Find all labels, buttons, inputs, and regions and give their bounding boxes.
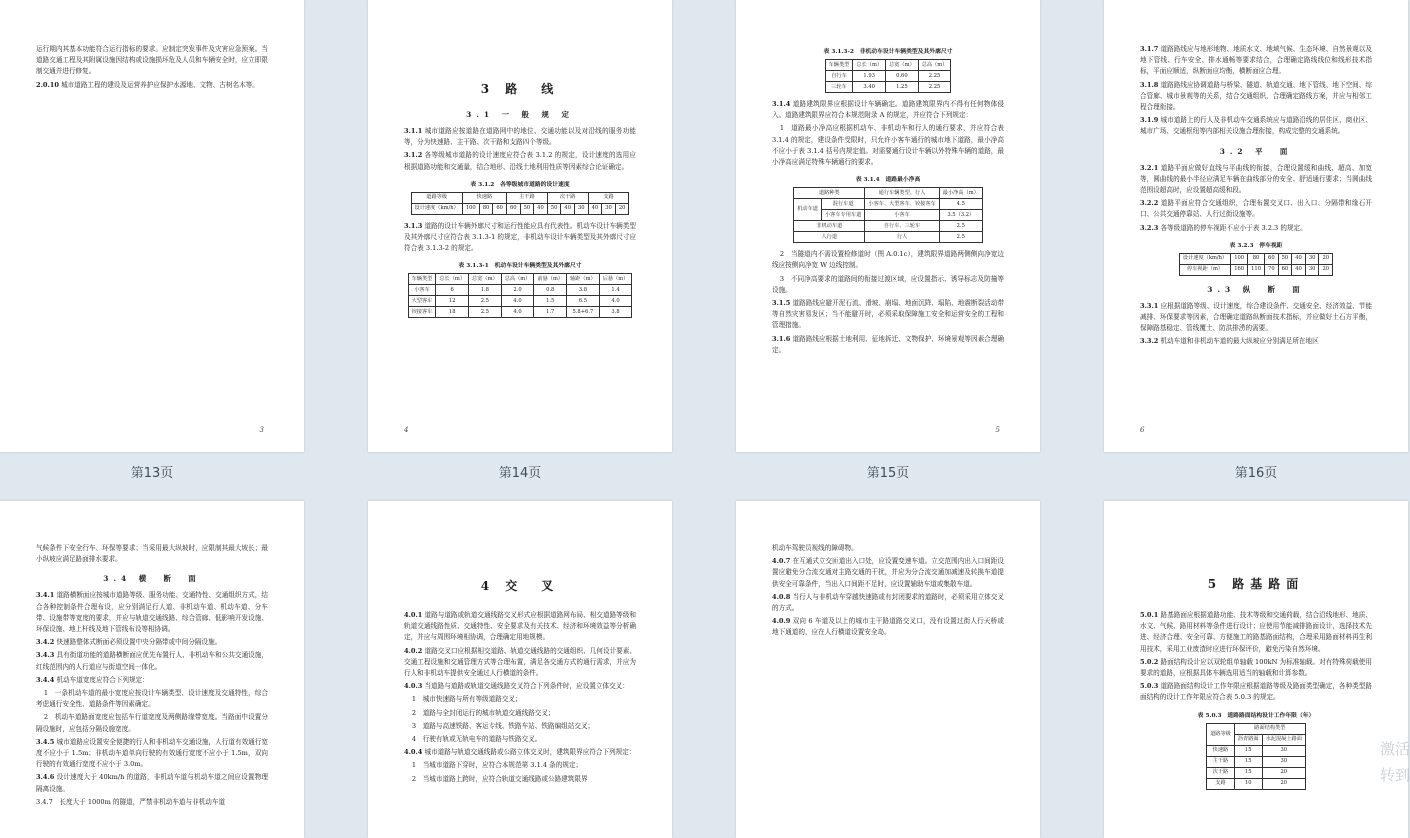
table-cell: 15 — [1234, 756, 1262, 767]
table-cell: 混行车道 — [821, 199, 864, 210]
table-header: 总高（m） — [918, 60, 951, 71]
table-cell: 三轮车 — [825, 82, 853, 93]
table-cell: 30 — [1305, 253, 1319, 264]
table-cell: 1.4 — [599, 285, 632, 296]
table-cell: 1.8 — [469, 285, 502, 296]
paragraph: 各等级道路的停车视距不应小于表 3.2.3 的规定。 — [1160, 223, 1307, 232]
document-page-13[interactable] — [0, 0, 304, 452]
paragraph: 城市道路上的行人及非机动车交通系统应与道路沿线的居住区、商业区、城市广场、交通枢纽等内部相关设施合理衔接，构成完整的交通系统。 — [1140, 116, 1372, 136]
table-cell: 行人 — [865, 232, 939, 243]
page-caption-13[interactable]: 第13页 — [130, 466, 174, 481]
table-cell: 50 — [1278, 253, 1292, 264]
table-cell: 停车视距（m） — [1179, 264, 1230, 275]
list-item: 3 不同净高要求的道路间的衔接过渡区域，应设置指示、诱导标志及防撞等设施。 — [772, 274, 1004, 294]
paragraph: 道路路线应与地形地物、地质水文、地域气候、生态环境、自然景观以及地下管线、行车安全、排水通畅等要求结合，合理确定路线线位和线形技术指标，平面应顺适，纵断面应均衡，横断面应合理。 — [1140, 45, 1372, 76]
list-item: 3 道路与高速铁路、客运专线、铁路车站、铁路编组站交叉； — [411, 721, 595, 730]
table-cell: 支路 — [1207, 778, 1235, 789]
table-cell: 20 — [1319, 253, 1333, 264]
clause-number: 4.0.9 — [772, 617, 791, 626]
speed-table — [411, 192, 630, 215]
clause-number: 5.0.1 — [1140, 611, 1159, 619]
table-cell: 40 — [534, 203, 548, 214]
page-number: 3 — [259, 426, 264, 434]
clause-number: 3.4.6 — [36, 773, 55, 782]
table-header: 次干路 — [547, 192, 588, 203]
paragraph: 设计速度大于 40km/h 的道路，非机动车道与机动车道之间应设置物理隔离设施。 — [36, 773, 268, 793]
table-cell: 60 — [506, 203, 520, 214]
table-cell: 70 — [1265, 264, 1279, 275]
table-cell: 大型客车 — [408, 296, 436, 307]
paragraph: 双向 6 车道及以上的城市主干路道路交叉口，没有设置过街人行天桥或地下通道的，应在人行横道设置安全岛。 — [772, 617, 1004, 637]
table-cell: 机动车道 — [794, 199, 822, 221]
table-header: 水泥混凝土路面 — [1262, 734, 1305, 745]
table-cell: 110 — [1248, 264, 1265, 275]
table-cell: 铰接客车 — [408, 307, 436, 318]
paragraph: 路面结构设计应以双轮组单轴载 100kN 为标准轴载。对有特殊荷载使用要求的道路，应根据具体车辆选用适当的轴载和计算参数。 — [1140, 657, 1372, 678]
table-cell: 4.0 — [501, 307, 534, 318]
watermark-line: 转到 — [1380, 766, 1410, 784]
paragraph: 路基路面应根据道路功能、技术等级和交通荷载，结合沿线地形、地质、水文、气候、路用材料等条件进行设计；应使用节能减排路面设计，选择技术先进、经济合理、安全可靠、方便施工的路基路面结构，合理采用路面材料再生利用技术，采用工业废渣时应进行环保评价，避免污染自然环境。 — [1140, 611, 1372, 653]
table-cell: 80 — [479, 203, 493, 214]
section-title: 3.2 平 面 — [1219, 146, 1293, 156]
table-cell: 60 — [1265, 253, 1279, 264]
table-header: 轴距（m） — [567, 274, 600, 285]
table-cell: 18 — [436, 307, 469, 318]
list-item: 1 当城市道路下穿时，应符合本规范第 3.1.4 条的规定； — [411, 761, 583, 770]
table-cell: 100 — [1231, 253, 1248, 264]
clause-number: 3.1.5 — [772, 299, 791, 308]
table-cell: 12 — [436, 296, 469, 307]
paragraph: 机动车驾驶员视线的障碍物。 — [772, 544, 858, 552]
table-cell: 0.8 — [534, 285, 567, 296]
paragraph: 道路路线应根据土地利用、征地拆迁、文物保护、环境景观等因素合理确定。 — [772, 334, 1004, 354]
paragraph: 道路交叉口应根据相交道路、轨道交通线路的交通组织、几何设计要素、交通工程设施和交通管理方式等合理布置，满足各交通方式的通行需求，并应为行人和非机动车提供安全通过人行横道的条件。 — [404, 646, 636, 678]
paragraph: 当道路与道路或轨道交通线路交叉符合下列条件时，应设置立体交叉： — [424, 682, 629, 691]
table-header: 路面结构类型 — [1234, 723, 1305, 734]
list-item: 2 当隧道内不需设置检修道时（图 A.0.1c），建筑限界道路两侧侧向净宽边线应按侧向净宽 W 边线控制。 — [772, 250, 1004, 270]
document-page-16[interactable] — [1104, 0, 1408, 452]
table-cell: 30 — [602, 203, 616, 214]
page-number: 5 — [995, 426, 1000, 434]
list-item: 2 机动车道路面宽度应包括车行道宽度及两侧路缘带宽度。当路面中设置分隔设施时，应包括分隔设施宽度。 — [36, 713, 268, 733]
table-header: 总高（m） — [501, 274, 534, 285]
table-cell: 30 — [575, 203, 589, 214]
document-page-14[interactable] — [368, 0, 672, 452]
document-page-18[interactable] — [368, 501, 672, 838]
table-cell: 2.5 — [469, 296, 502, 307]
table-cell: 6 — [436, 285, 469, 296]
table-title: 表 3.1.4 道路最小净高 — [855, 177, 921, 184]
paragraph: 道路的设计车辆外廓尺寸和运行性能应具有代表性。机动车设计车辆类型及其外廓尺寸应符合表 3.1.3-1 的规定，非机动车设计车辆类型及其外廓尺寸应符合表 3.1.3-2 的规定。 — [404, 221, 636, 253]
clause-number: 2.0.10 — [36, 80, 59, 89]
table-cell: 1.5 — [534, 296, 567, 307]
table-title: 表 3.2.3 停车视距 — [1229, 242, 1283, 249]
paragraph: 城市道路与轨道交通线路或公路立体交叉时，建筑限界应符合下列规定： — [424, 748, 636, 757]
table-cell: 15 — [1234, 745, 1262, 756]
table-cell: 5.8+6.7 — [567, 307, 600, 318]
table-cell: 160 — [1231, 264, 1248, 275]
paragraph: 道路路面结构设计工作年限应根据道路等级及路面类型确定，各种类型路面结构的设计工作年限应符合表 5.0.3 的规定。 — [1140, 682, 1372, 702]
clause-number: 4.0.4 — [404, 748, 423, 757]
clause-number: 3.1.9 — [1140, 116, 1159, 125]
table-cell: 2.0 — [501, 285, 534, 296]
table-cell: 60 — [1278, 264, 1292, 275]
clause-number: 3.2.2 — [1140, 199, 1159, 208]
table-header: 支路 — [588, 192, 629, 203]
clause-number: 3.1.8 — [1140, 80, 1159, 89]
table-header: 总长（m） — [436, 274, 469, 285]
clause-number: 3.4.1 — [36, 591, 55, 600]
clause-number: 3.4.3 — [36, 651, 55, 660]
document-page-15[interactable] — [736, 0, 1040, 452]
table-cell: 6.5 — [567, 296, 600, 307]
table-header: 道路等级 — [411, 192, 462, 203]
pavement-life-table — [1206, 723, 1306, 790]
paragraph: 道路与道路或轨道交通线路交叉形式应根据道路网布局、相交道路等级和轨道交通线路性质、交通特性、安全要求及有关技术、经济和环境效益等分析确定，并应与周围环境相协调，合理确定用地规模。 — [404, 611, 636, 642]
table-header: 车辆类型 — [408, 274, 436, 285]
chapter-title: 5 路基路面 — [1207, 577, 1305, 591]
page-caption-15[interactable]: 第15页 — [866, 466, 910, 481]
clause-number: 4.0.1 — [404, 611, 423, 619]
table-cell: 80 — [1248, 253, 1265, 264]
clause-number: 3.2.1 — [1140, 163, 1159, 172]
table-cell: 40 — [588, 203, 602, 214]
page-number: 6 — [1140, 426, 1145, 434]
table-cell: 设计速度（km/h） — [411, 203, 462, 214]
table-cell: 2.5 — [939, 232, 982, 243]
table-cell: 30 — [1262, 756, 1305, 767]
clause-number: 3.3.1 — [1140, 301, 1159, 310]
table-cell: 50 — [547, 203, 561, 214]
paragraph: 道路路线应协调道路与桥梁、隧道、轨道交通、地下管线、地下空间、综合管廊、城市景观等的关系，结合交通组织，合理确定路线方案，并应与相邻工程合理衔接。 — [1140, 80, 1372, 112]
table-cell: 设计速度（km/h） — [1179, 253, 1230, 264]
table-cell: 20 — [1262, 778, 1305, 789]
table-cell: 3.40 — [853, 82, 886, 93]
paragraph: 具有街道功能的道路横断面应优先布置行人、非机动车和公共交通设施，红线范围内的人行道应与街道空间一体化。 — [36, 651, 268, 671]
paragraph: 运行期内其基本功能符合运行指标的要求。应制定突发事件及灾害应急预案。当道路交通工程及其附属设施因结构或设施损坏危及人员和车辆安全时，应立即限制交通并进行修复。 — [36, 45, 268, 76]
paragraph: 道路路线应避开泥石流、滑坡、崩塌、地面沉降、塌陷、地震断裂活动带等自然灾害易发区；当不能避开时，必须采取保障施工安全和运营安全的工程和管理措施。 — [772, 299, 1004, 330]
list-item: 1 城市快速路与所有等级道路交叉； — [411, 695, 522, 704]
document-page-19[interactable] — [736, 501, 1040, 838]
table-cell: 30 — [1262, 745, 1305, 756]
table-cell: 2.25 — [918, 71, 951, 82]
paragraph: 机动车道和非机动车道的最大纵坡应分别满足所在地区 — [1160, 337, 1319, 346]
section-title: 3.4 横 断 面 — [103, 574, 201, 584]
paragraph: 当行人与非机动车穿越快速路或有封闭要求的道路时，必须采用立体交叉的方式。 — [772, 592, 1004, 613]
clause-number: 3.4.2 — [36, 638, 55, 647]
paragraph: 道路平面应做好直线与平曲线的衔接，合理设置缓和曲线、超高、加宽等，圆曲线的最小半径应满足车辆在曲线部分的安全、舒适通行要求；当圆曲线范围设超高时，应设置超高缓和段。 — [1140, 163, 1372, 195]
paragraph: 机动车道宽度应符合下列规定： — [56, 675, 149, 684]
clause-number: 3.4.5 — [36, 737, 55, 746]
table-cell: 次干路 — [1207, 767, 1235, 778]
table-title: 表 3.1.2 各等级城市道路的设计速度 — [470, 181, 570, 188]
page-number: 4 — [404, 426, 409, 434]
table-cell: 3.8 — [599, 307, 632, 318]
clause-number: 3.1.7 — [1140, 45, 1159, 53]
section-title: 3.1 一 般 规 定 — [466, 110, 574, 119]
table-header: 道路种类 — [794, 188, 865, 199]
clause-number: 3.2.3 — [1140, 223, 1159, 232]
table-header: 快速路 — [462, 192, 506, 203]
table-header: 最小净高（m） — [939, 188, 982, 199]
table-cell: 15 — [1234, 767, 1262, 778]
paragraph: 各等级城市道路的设计速度应符合表 3.1.2 的规定，设计速度的选用应根据道路功能和交通量，结合地形、沿线土地利用性质等因素综合论证确定。 — [404, 151, 636, 171]
nonmotor-table — [825, 59, 952, 93]
table-cell: 3.5（3.2） — [939, 210, 982, 221]
table-cell: 100 — [462, 203, 479, 214]
table-header: 总宽（m） — [469, 274, 502, 285]
table-title: 表 3.1.3-2 非机动车设计车辆类型及其外廓尺寸 — [823, 49, 953, 55]
table-cell: 4.0 — [501, 296, 534, 307]
table-cell: 主干路 — [1207, 756, 1235, 767]
list-item: 1 一条机动车道的最小宽度应按设计车辆类型、设计速度及交通特性，综合考虑通行安全性、道路条件等因素确定。 — [36, 689, 268, 709]
table-cell: 50 — [520, 203, 534, 214]
chapter-title: 3 路 线 — [480, 82, 560, 96]
paragraph: 城市道路应设置安全便捷的行人和非机动车交通设施，人行道有效通行宽度不应小于 1.5m；非机动车道单向行驶的有效通行宽度不应小于 1.5m，双向行驶的有效通行宽度不应小于 3.0m。 — [36, 737, 268, 769]
list-item: 2 道路与全封闭运行的城市轨道交通线路交叉； — [411, 708, 555, 717]
clause-number: 5.0.3 — [1140, 682, 1159, 691]
table-cell: 小客车专用车道 — [821, 210, 864, 221]
table-cell: 快速路 — [1207, 745, 1235, 756]
table-cell: 1.25 — [886, 82, 919, 93]
clause-number: 3.1.2 — [404, 151, 423, 160]
table-cell: 4.5 — [939, 199, 982, 210]
table-header: 总长（m） — [853, 60, 886, 71]
table-cell: 40 — [1292, 253, 1306, 264]
clause-number: 3.1.3 — [404, 221, 423, 230]
list-item: 2 当城市道路上跨时，应符合轨道交通线路或公路建筑限界 — [411, 774, 588, 783]
clause-number: 3.1.1 — [404, 127, 423, 135]
clause-number: 5.0.2 — [1140, 657, 1159, 666]
table-cell: 20 — [615, 203, 629, 214]
table-cell: 小客车、大型客车、铰接客车 — [865, 199, 939, 210]
document-page-20[interactable] — [1104, 501, 1408, 838]
clause-number: 3.1.6 — [772, 334, 791, 343]
table-cell: 60 — [493, 203, 507, 214]
page-caption-16[interactable]: 第16页 — [1234, 466, 1278, 481]
table-cell: 10 — [1234, 778, 1262, 789]
clause-number: 3.4.4 — [36, 675, 55, 684]
vehicle-table — [408, 273, 633, 318]
watermark-line: 激活 — [1380, 740, 1410, 758]
clause-number: 3.1.4 — [772, 100, 791, 108]
clearance-table — [793, 187, 983, 243]
table-cell: 4.0 — [599, 296, 632, 307]
table-cell: 3.8 — [567, 285, 600, 296]
list-item: 1 道路最小净高应根据机动车、非机动车和行人的通行要求，并应符合表 3.1.4 的规定，建设条件受限时，只允许小客车通行的城市地下道路，最小净高不应小于表 3.1.4 括号内规定值。对需要通行设计车辆以外特殊车辆的道路，最小净高应满足特殊车辆通行的要求。 — [772, 124, 1004, 167]
table-header: 沥青路面 — [1234, 734, 1262, 745]
table-header: 主干路 — [506, 192, 547, 203]
paragraph: 气候条件下安全行车、环保等要求；当采用最大纵坡时，应限制其最大坡长；最小纵坡应满足路面排水要求。 — [36, 544, 268, 564]
table-cell: 小客车 — [865, 210, 939, 221]
list-item: 4 行驶有轨或无轨电车的道路与铁路交叉。 — [411, 735, 542, 744]
paragraph: 在互通式立交匝道出入口处，应设置变速车道。立交范围内出入口间距设置应避免分合流交通对主路交通的干扰，并应为分合流交通加减速及转换车道提供安全可靠条件，当出入口间距不足时，应设置辅助车道或集散车道。 — [772, 557, 1004, 588]
page-caption-14[interactable]: 第14页 — [498, 466, 542, 481]
table-cell: 40 — [1292, 264, 1306, 275]
table-header: 道路等级 — [1207, 723, 1235, 745]
table-header: 前悬（m） — [534, 274, 567, 285]
table-cell: 小客车 — [408, 285, 436, 296]
table-cell: 2.5 — [939, 221, 982, 232]
table-cell: 1.7 — [534, 307, 567, 318]
table-header: 后悬（m） — [599, 274, 632, 285]
paragraph: 应根据道路等级、设计速度，综合建设条件、交通安全、经济效益、节能减排、环保要求等因素，合理确定道路纵断面技术指标，并应做好土石方平衡，保障路基稳定、管线覆土、防洪排涝的需要。 — [1140, 301, 1372, 333]
paragraph: 道路建筑限界应根据设计车辆确定。道路建筑限界内不得有任何物体侵入。道路建筑限界应符合本规范附录 A 的规定，并应符合下列规定： — [772, 100, 1004, 120]
document-page-17[interactable] — [0, 501, 304, 838]
sight-distance-table — [1179, 253, 1333, 276]
table-header: 通行车辆类型、行人 — [865, 188, 939, 199]
table-cell: 20 — [1319, 264, 1333, 275]
chapter-title: 4 交 叉 — [480, 579, 560, 593]
clause-number: 4.0.2 — [404, 646, 423, 655]
section-title: 3.3 纵 断 面 — [1207, 284, 1305, 294]
table-cell: 40 — [561, 203, 575, 214]
table-cell: 20 — [1262, 767, 1305, 778]
table-cell: 30 — [1305, 264, 1319, 275]
paragraph: 城市道路工程的建设及运营养护应保护水源地、文物、古树名木等。 — [61, 80, 259, 89]
table-cell: 1.93 — [853, 71, 886, 82]
table-cell: 0.60 — [886, 71, 919, 82]
paragraph: 道路横断面应按城市道路等级、服务功能、交通特性、交通组织方式，结合各种控制条件合理布设，应分别满足行人道、非机动车道、机动车道、分车带、设施带等宽度的要求，并应与轨道交通线路、综合管廊、低影响开发设施、环保设施、地上杆线及地下管线布设等相协调。 — [36, 591, 268, 634]
table-cell: 非机动车道 — [794, 221, 865, 232]
table-header: 车辆类型 — [825, 60, 853, 71]
table-cell: 2.25 — [918, 82, 951, 93]
activation-watermark — [1380, 736, 1410, 788]
table-title: 表 5.0.3 道路路面结构设计工作年限（年） — [1197, 712, 1315, 719]
table-cell: 自行车、三轮车 — [865, 221, 939, 232]
clause-number: 4.0.7 — [772, 557, 791, 566]
table-title: 表 3.1.3-1 机动车设计车辆类型及其外廓尺寸 — [458, 263, 582, 270]
clause-number: 4.0.3 — [404, 682, 423, 691]
clause-number: 3.3.2 — [1140, 337, 1159, 346]
paragraph: 城市道路应按道路在道路网中的地位、交通功能以及对沿线的服务功能等，分为快速路、主干路、次干路和支路四个等级。 — [404, 127, 636, 147]
paragraph: 快速路整体式断面必须设置中央分隔带或中间分隔设施。 — [56, 638, 222, 647]
table-header: 总宽（m） — [886, 60, 919, 71]
table-cell: 人行道 — [794, 232, 865, 243]
table-cell: 2.5 — [469, 307, 502, 318]
table-cell: 自行车 — [825, 71, 853, 82]
clause-number: 4.0.8 — [772, 592, 791, 601]
paragraph: 3.4.7 长度大于 1000m 的隧道，严禁非机动车道与非机动车道 — [36, 797, 226, 806]
paragraph: 道路平面应符合交通组织，合理布置交叉口、出入口、分隔带和缘石开口、公共交通停靠站、人行过街设施等。 — [1140, 199, 1372, 219]
